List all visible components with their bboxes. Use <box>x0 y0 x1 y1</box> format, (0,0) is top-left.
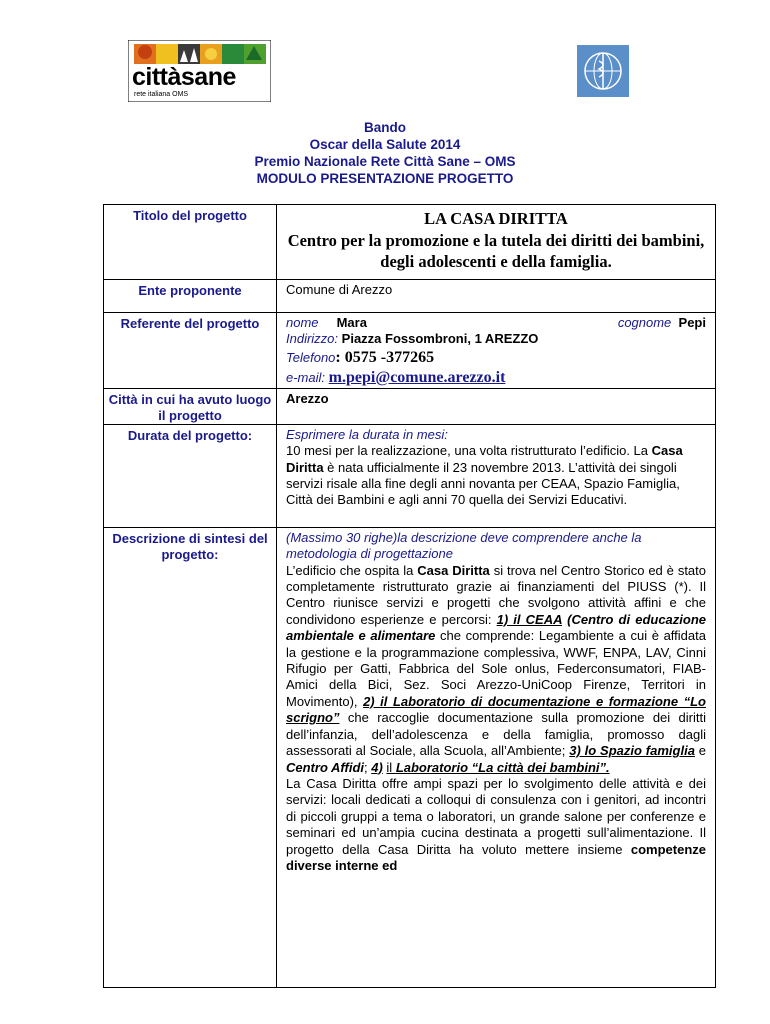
label-titolo: Titolo del progetto <box>104 205 277 280</box>
descrizione-text <box>286 563 706 776</box>
project-title: LA CASA DIRITTA <box>424 209 568 228</box>
desc-s3: che comprende: Legambiente a cui è affidata la gestione e la programmazione complessiva, WWF, ENPA, LAV, Cinni Rifugio per Gatti, Fabbrica del Sole onlus, Federconsumatori, FIAB-Amici della Bici, Sez. Soci Arezzo-UniCoop Firenze, Territori in Movimento), <box>286 628 706 709</box>
header-bando: Bando <box>364 120 406 135</box>
desc-s4-and: e <box>694 743 707 759</box>
header-modulo: MODULO PRESENTAZIONE PROGETTO <box>256 171 514 186</box>
label-durata: Durata del progetto: <box>104 424 277 527</box>
value-descrizione <box>277 527 716 987</box>
label-citta: Città in cui ha avuto luogo il progetto <box>104 388 277 424</box>
desc-item4: 4) <box>371 759 383 775</box>
label-descrizione: Descrizione di sintesi del progetto: <box>104 527 277 987</box>
telefono-label: Telefono <box>286 349 336 365</box>
logo-brand-text: cittàsane <box>132 63 236 91</box>
desc-ceaa-full: (Centro di educazione ambientale e alimentare <box>286 611 707 644</box>
indirizzo-label: Indirizzo: <box>286 331 339 347</box>
desc-s4: che raccoglie documentazione sulla promozione dei diritti dell’infanzia, dell’adolescenza e della famiglia, promosso dagli assessorati al Sociale, alla Scuola, all’Ambiente; <box>286 710 706 759</box>
desc-s1-bold: Casa Diritta <box>417 562 490 578</box>
desc-s5-il: il <box>386 759 396 775</box>
durata-text <box>286 443 706 509</box>
email-line <box>286 368 706 388</box>
email-label: e-mail: <box>286 369 326 385</box>
label-referente: Referente del progetto <box>104 313 277 389</box>
descrizione-hint: (Massimo 30 righe)la descrizione deve comprendere anche la metodologia di progettazione <box>286 529 642 562</box>
desc-scrigno: 2) il Laboratorio di documentazione e formazione “Lo scrigno” <box>286 693 706 726</box>
nome-label: nome <box>286 315 319 330</box>
indirizzo-line <box>286 331 706 347</box>
desc-spazio-famiglia: 3) lo Spazio famiglia <box>569 743 695 759</box>
durata-text-part1: 10 mesi per la realizzazione, una volta ristrutturato l’edificio. La <box>286 443 652 459</box>
row-durata <box>104 424 716 527</box>
desc-s2: si trova nel Centro Storico ed è stato completamente ristrutturato grazie ai finanziamenti del PIUSS (*). Il Centro riunisce servizi e progetti che svolgono attività affini e che condividono esperienze e percorsi: <box>286 562 706 627</box>
durata-text-bold: Casa Diritta <box>286 443 683 475</box>
desc-centro-affidi: Centro Affidi <box>286 759 364 775</box>
header-oscar: Oscar della Salute 2014 <box>309 137 461 152</box>
document-header <box>0 119 770 187</box>
descrizione-text-2 <box>286 776 706 874</box>
cognome-label: cognome <box>617 315 672 330</box>
value-durata <box>277 424 716 527</box>
value-titolo <box>277 205 716 280</box>
value-citta: Arezzo <box>277 388 716 424</box>
value-referente <box>277 313 716 389</box>
citta-sane-logo <box>128 40 271 102</box>
project-subtitle: Centro per la promozione e la tutela dei diritti dei bambini, degli adolescenti e della famiglia. <box>287 231 705 271</box>
header-premio: Premio Nazionale Rete Città Sane – OMS <box>254 154 516 169</box>
desc-ceaa: 1) il CEAA <box>496 611 563 627</box>
cognome-group <box>618 315 706 331</box>
email-link[interactable]: m.pepi@comune.arezzo.it <box>328 368 506 386</box>
telefono-line <box>286 348 706 368</box>
label-ente: Ente proponente <box>104 280 277 313</box>
indirizzo-value: Piazza Fossombroni, 1 AREZZO <box>341 331 539 347</box>
desc-s1: L’edificio che ospita la <box>286 562 418 578</box>
cognome-value: Pepi <box>678 315 706 330</box>
referente-name-line <box>286 315 706 331</box>
project-form-table <box>103 204 716 988</box>
nome-value: Mara <box>336 315 367 330</box>
durata-hint: Esprimere la durata in mesi: <box>286 426 448 442</box>
telefono-value: : 0575 -377265 <box>335 348 435 366</box>
desc-s4-sep: ; <box>364 759 372 775</box>
row-citta <box>104 388 716 424</box>
logo-sub-text: rete italiana OMS <box>134 91 189 98</box>
desc-citta-bambini: Laboratorio “La città dei bambini”. <box>395 759 610 775</box>
row-descrizione <box>104 527 716 987</box>
desc-s6: La Casa Diritta offre ampi spazi per lo svolgimento delle attività e dei servizi: locali dedicati a colloqui di consulenza con i genitori, ad incontri di piccoli gruppi a tema o laboratori, un grande salone per conferenze e seminari ed un’ampia cucina destinata a progetti sull’alimentazione. Il progetto della Casa Diritta ha voluto mettere insieme <box>286 775 706 857</box>
row-titolo <box>104 205 716 280</box>
desc-s6-bold: competenze diverse interne ed <box>286 841 706 873</box>
durata-text-part2: è nata ufficialmente il 23 novembre 2013. L’attività dei singoli servizi risale alla fine degli anni novanta per CEAA, Spazio Famiglia, Città dei Bambini e agli anni 70 quella dei Servizi Educativi. <box>286 459 680 508</box>
who-emblem-icon <box>577 45 629 97</box>
row-referente <box>104 313 716 389</box>
row-ente <box>104 280 716 313</box>
value-ente: Comune di Arezzo <box>277 280 716 313</box>
nome-group <box>286 315 367 331</box>
